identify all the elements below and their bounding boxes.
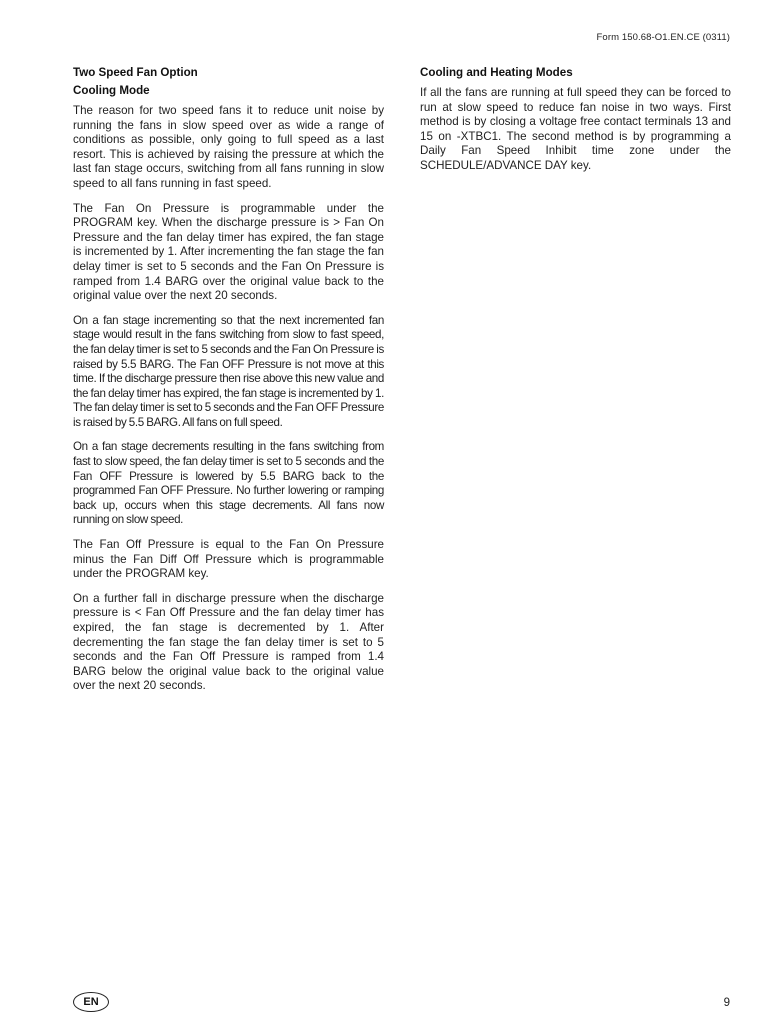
section-title-cooling-heating-modes: Cooling and Heating Modes [420,66,573,79]
paragraph-1: The reason for two speed fans it to reduce unit noise by running the fans in slow speed over as wide a range of conditions as possible, only going to full speed as a last resort. This is achieved by raising the pressure at which the last fan stage occurs, switching from all fans running in slow speed to all fans running in fast speed. [73,104,384,190]
paragraph-4: On a fan stage decrements resulting in the fans switching from fast to slow speed, the fan delay timer is set to 5 seconds and the Fan OFF Pressure is lowered by 5.5 BARG back to the programmed Fan OFF Pressure. No further lowering or ramping back up, occurs when this stage decrements. All fans now running on slow speed. [73,440,384,527]
paragraph-6: On a further fall in discharge pressure when the discharge pressure is < Fan Off Pressure and the fan delay timer has expired, the fan stage is decremented by 1. After decrementing the fan stage the fan delay timer is set to 5 seconds and the Fan Off Pressure is ramped from 1.4 BARG below the original value back to the original value over the next 20 seconds. [73,591,384,693]
left-column [73,64,384,704]
right-column [420,64,731,184]
section-title-two-speed-fan: Two Speed Fan Option [73,66,198,79]
subsection-title-cooling-mode: Cooling Mode [73,84,150,97]
paragraph-5: The Fan Off Pressure is equal to the Fan On Pressure minus the Fan Diff Off Pressure which is programmable under the PROGRAM key. [73,538,384,581]
form-number: Form 150.68-O1.EN.CE (0311) [596,32,730,43]
page-number: 9 [723,997,730,1009]
paragraph-right-1: If all the fans are running at full speed they can be forced to run at slow speed to reduce fan noise in two ways. First method is by closing a voltage free contact terminals 13 and 15 on -XTBC1. The second method is by programming a Daily Fan Speed Inhibit time zone under the SCHEDULE/ADVANCE DAY key. [420,86,731,172]
paragraph-3: On a fan stage incrementing so that the next incremented fan stage would result in the fans switching from slow to fast speed, the fan delay timer is set to 5 seconds and the Fan On Pressure is raised by 5.5 BARG. The Fan OFF Pressure is not move at this time. If the discharge pressure then rise above this new value and the fan delay timer has expired, the fan stage is incremented by 1. The fan delay timer is set to 5 seconds and the Fan OFF Pressure is raised by 5.5 BARG. All fans on full speed. [73,313,384,429]
language-badge: EN [73,992,109,1012]
paragraph-2: The Fan On Pressure is programmable under the PROGRAM key. When the discharge pressure is > Fan On Pressure and the fan delay timer has expired, the fan stage is incremented by 1. After incrementing the fan stage the fan delay timer is set to 5 seconds and the Fan On Pressure is ramped from 1.4 BARG over the original value back to the original value over the next 20 seconds. [73,201,384,303]
